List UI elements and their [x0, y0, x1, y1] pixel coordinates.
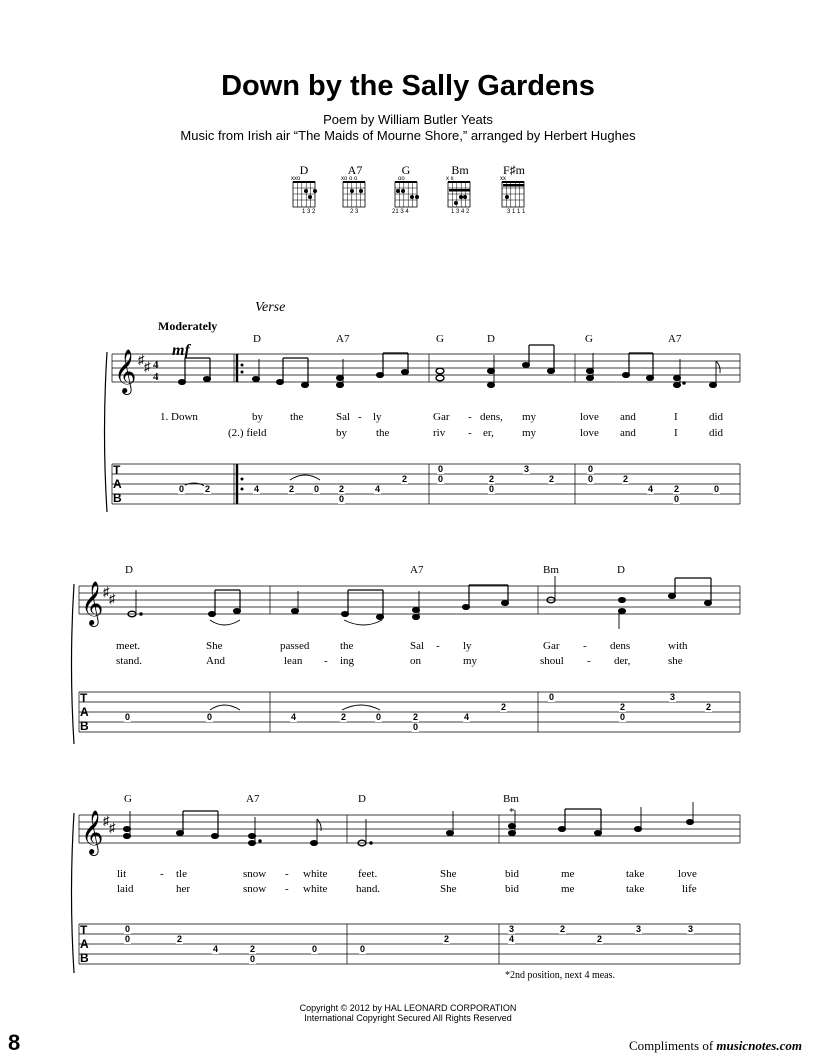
tab-number: 2: [402, 474, 408, 484]
lyric: Sal: [410, 640, 425, 652]
chord-diagram-fingering: 2 3: [350, 209, 359, 215]
tempo-marking: Moderately: [158, 319, 218, 333]
tab-number: 2: [620, 702, 626, 712]
treble-clef: 𝄞: [81, 581, 104, 625]
tab-number: 0: [549, 692, 555, 702]
tab-number: 0: [339, 494, 345, 504]
tab-number: 2: [341, 712, 347, 722]
system-3-notes: [123, 802, 693, 846]
lyric: And: [206, 655, 225, 667]
tab-number: 2: [489, 474, 495, 484]
system-2-staff: [72, 584, 741, 744]
chord-symbol: G: [585, 333, 593, 345]
chord-symbol: D: [358, 793, 366, 805]
lyric: take: [626, 883, 645, 895]
tab-number: 4: [213, 944, 219, 954]
lyric: -: [160, 868, 164, 880]
lyric: white: [303, 868, 328, 880]
lyric: ing: [340, 655, 355, 667]
chord-diagram-name: F♯m: [502, 163, 525, 177]
lyric: the: [290, 411, 304, 423]
lyric: did: [709, 411, 724, 423]
tab-clef-t: T: [113, 463, 121, 477]
chord-symbol: D: [125, 564, 133, 576]
tab-number: 4: [509, 934, 515, 944]
section-label: Verse: [255, 300, 286, 315]
lyric: my: [522, 411, 537, 423]
lyric: lean: [284, 655, 303, 667]
lyric: bid: [505, 868, 520, 880]
time-sig-top: 4: [153, 359, 159, 371]
lyric: by: [336, 427, 347, 439]
lyric: me: [561, 883, 575, 895]
lyric: with: [668, 640, 688, 652]
tab-number: 0: [489, 484, 495, 494]
treble-clef: 𝄞: [81, 810, 104, 854]
footnote: *2nd position, next 4 meas.: [505, 970, 615, 981]
chord-diagram-fingering: 21 3 4: [392, 209, 409, 215]
poem-credit: Poem by William Butler Yeats: [323, 112, 493, 127]
lyric: She: [206, 640, 223, 652]
tab-number: 0: [438, 464, 444, 474]
time-sig-bottom: 4: [153, 371, 159, 383]
chord-symbol: A7: [668, 333, 682, 345]
tab-number: 2: [623, 474, 629, 484]
lyric: the: [340, 640, 354, 652]
tab-number: 2: [549, 474, 555, 484]
chord-diagram-name: Bm: [451, 163, 469, 177]
tab-clef-a: A: [80, 705, 89, 719]
copyright-line-1: Copyright © 2012 by HAL LEONARD CORPORATION: [299, 1003, 517, 1013]
lyric: laid: [117, 883, 134, 895]
lyric: and: [620, 427, 636, 439]
lyric: bid: [505, 883, 520, 895]
lyric: -: [468, 411, 472, 423]
chord-symbol: Bm: [503, 793, 519, 805]
lyric: dens,: [480, 411, 503, 423]
tab-number: 0: [588, 464, 594, 474]
tab-number: 0: [314, 484, 320, 494]
song-title: Down by the Sally Gardens: [221, 70, 595, 102]
chord-diagram-top: xx: [500, 176, 506, 182]
copyright-line-2: International Copyright Secured All Rights Reserved: [304, 1013, 512, 1023]
tab-number: 4: [375, 484, 381, 494]
lyric: ly: [463, 640, 472, 652]
lyric: (2.) field: [228, 427, 267, 439]
lyric: the: [376, 427, 390, 439]
tab-number: 0: [125, 712, 131, 722]
chord-diagram-top: xxo: [291, 176, 301, 182]
lyric: shoul: [540, 655, 564, 667]
chord-diagram-fingering: 1 3 4 2: [451, 209, 470, 215]
chord-diagram-top: oo: [398, 176, 405, 182]
lyric: love: [678, 868, 697, 880]
lyric: meet.: [116, 640, 141, 652]
lyric: -: [285, 868, 289, 880]
lyric: by: [252, 411, 263, 423]
tab-clef-b: B: [80, 719, 89, 733]
tab-number: 2: [413, 712, 419, 722]
chord-diagram-fingering: 3 1 1 1: [507, 209, 526, 215]
lyric: my: [463, 655, 478, 667]
music-credit: Music from Irish air “The Maids of Mourne Shore,” arranged by Herbert Hughes: [180, 128, 636, 143]
dynamic-marking: mf: [172, 342, 190, 359]
tab-number: 0: [312, 944, 318, 954]
lyric: hand.: [356, 883, 381, 895]
copyright-notice: [0, 1003, 816, 1023]
lyric: love: [580, 427, 599, 439]
lyric: she: [668, 655, 683, 667]
lyric: She: [440, 883, 457, 895]
lyric: Sal: [336, 411, 351, 423]
tab-clef-b: B: [80, 951, 89, 965]
tab-number: 4: [648, 484, 654, 494]
lyric: take: [626, 868, 645, 880]
key-sharp: ♯: [109, 820, 116, 835]
lyric: did: [709, 427, 724, 439]
tab-number: 2: [597, 934, 603, 944]
tab-clef-t: T: [80, 923, 88, 937]
treble-clef: 𝄞: [114, 349, 137, 393]
lyric: lit: [117, 868, 127, 880]
chord-diagram-top: x x: [446, 176, 454, 182]
lyric: riv: [433, 427, 446, 439]
system-1-ties: [180, 475, 320, 488]
tab-number: 2: [674, 484, 680, 494]
lyric: -: [583, 640, 587, 652]
key-sharp: ♯: [103, 584, 110, 599]
page-mark: 8: [8, 1030, 21, 1055]
tab-number: 3: [688, 924, 694, 934]
tab-number: 2: [501, 702, 507, 712]
tab-number: 2: [444, 934, 450, 944]
tab-number: 3: [524, 464, 530, 474]
key-sharp: ♯: [138, 352, 145, 367]
lyric: snow: [243, 868, 267, 880]
lyric: passed: [280, 640, 310, 652]
lyric: on: [410, 655, 421, 667]
tab-clef-b: B: [113, 491, 122, 505]
lyric: white: [303, 883, 328, 895]
lyric: stand.: [116, 655, 142, 667]
system-1-staff: [105, 352, 741, 512]
lyric: feet.: [358, 868, 378, 880]
lyric: dens: [610, 640, 631, 652]
lyric: ly: [373, 411, 382, 423]
lyric: snow: [243, 883, 267, 895]
tab-number: 0: [250, 954, 256, 964]
chord-symbol: G: [124, 793, 132, 805]
key-sharp: ♯: [144, 359, 151, 374]
lyric: me: [561, 868, 575, 880]
tab-number: 3: [670, 692, 676, 702]
lyric: -: [285, 883, 289, 895]
chord-symbol: D: [487, 333, 495, 345]
lyric: -: [436, 640, 440, 652]
tab-number: 0: [588, 474, 594, 484]
chord-diagram-name: D: [299, 163, 309, 177]
tab-number: 0: [207, 712, 213, 722]
lyric: her: [176, 883, 191, 895]
lyric: 1. Down: [160, 411, 198, 423]
tab-number: 0: [620, 712, 626, 722]
chord-diagram-strings: [293, 182, 524, 207]
key-sharp: ♯: [103, 813, 110, 828]
lyric: Gar: [433, 411, 450, 423]
tab-number: 2: [205, 484, 211, 494]
lyric: life: [682, 883, 697, 895]
compliments-footer: [629, 1038, 802, 1054]
tab-number: 2: [706, 702, 712, 712]
chord-diagram-name: G: [401, 163, 411, 177]
lyric: -: [324, 655, 328, 667]
tab-number: 4: [254, 484, 260, 494]
lyric: der,: [614, 655, 631, 667]
tab-number: 0: [714, 484, 720, 494]
lyric: I: [674, 411, 678, 423]
chord-symbol: D: [617, 564, 625, 576]
chord-diagram-dots: [304, 184, 524, 205]
chord-diagram-name: A7: [347, 163, 363, 177]
tab-clef-a: A: [80, 937, 89, 951]
tab-number: 0: [674, 494, 680, 504]
chord-symbol: A7: [246, 793, 260, 805]
chord-diagram-fingering: 1 3 2: [302, 209, 316, 215]
tab-number: 2: [289, 484, 295, 494]
tab-number: 0: [179, 484, 185, 494]
lyric: my: [522, 427, 537, 439]
position-asterisk: *: [509, 806, 515, 818]
system-1-notes: [178, 345, 720, 388]
tab-number: 0: [125, 924, 131, 934]
chord-diagram-grid: [293, 182, 524, 207]
compliments-prefix: Compliments of: [629, 1038, 714, 1053]
lyric: I: [674, 427, 678, 439]
lyric: and: [620, 411, 636, 423]
tab-number: 0: [438, 474, 444, 484]
chord-symbol: G: [436, 333, 444, 345]
chord-symbol: Bm: [543, 564, 559, 576]
tab-number: 2: [177, 934, 183, 944]
lyric: tle: [176, 868, 187, 880]
tab-number: 4: [464, 712, 470, 722]
lyric: love: [580, 411, 599, 423]
tab-number: 0: [413, 722, 419, 732]
compliments-site-link[interactable]: musicnotes.com: [716, 1038, 802, 1053]
tab-number: 3: [636, 924, 642, 934]
tab-number: 2: [560, 924, 566, 934]
chord-symbol: A7: [410, 564, 424, 576]
chord-symbol: D: [253, 333, 261, 345]
lyric: -: [468, 427, 472, 439]
tab-number: 3: [509, 924, 515, 934]
lyric: er,: [483, 427, 494, 439]
key-sharp: ♯: [109, 591, 116, 606]
lyric: -: [358, 411, 362, 423]
tab-number: 0: [376, 712, 382, 722]
tab-clef-t: T: [80, 691, 88, 705]
lyric: She: [440, 868, 457, 880]
tab-number: 4: [291, 712, 297, 722]
lyric: -: [587, 655, 591, 667]
chord-symbol: A7: [336, 333, 350, 345]
system-2-notes: [128, 576, 712, 629]
lyric: Gar: [543, 640, 560, 652]
tab-clef-a: A: [113, 477, 122, 491]
chord-diagram-top: xo o o: [341, 176, 358, 182]
tab-number: 0: [125, 934, 131, 944]
tab-number: 2: [250, 944, 256, 954]
tab-number: 0: [360, 944, 366, 954]
tab-number: 2: [339, 484, 345, 494]
